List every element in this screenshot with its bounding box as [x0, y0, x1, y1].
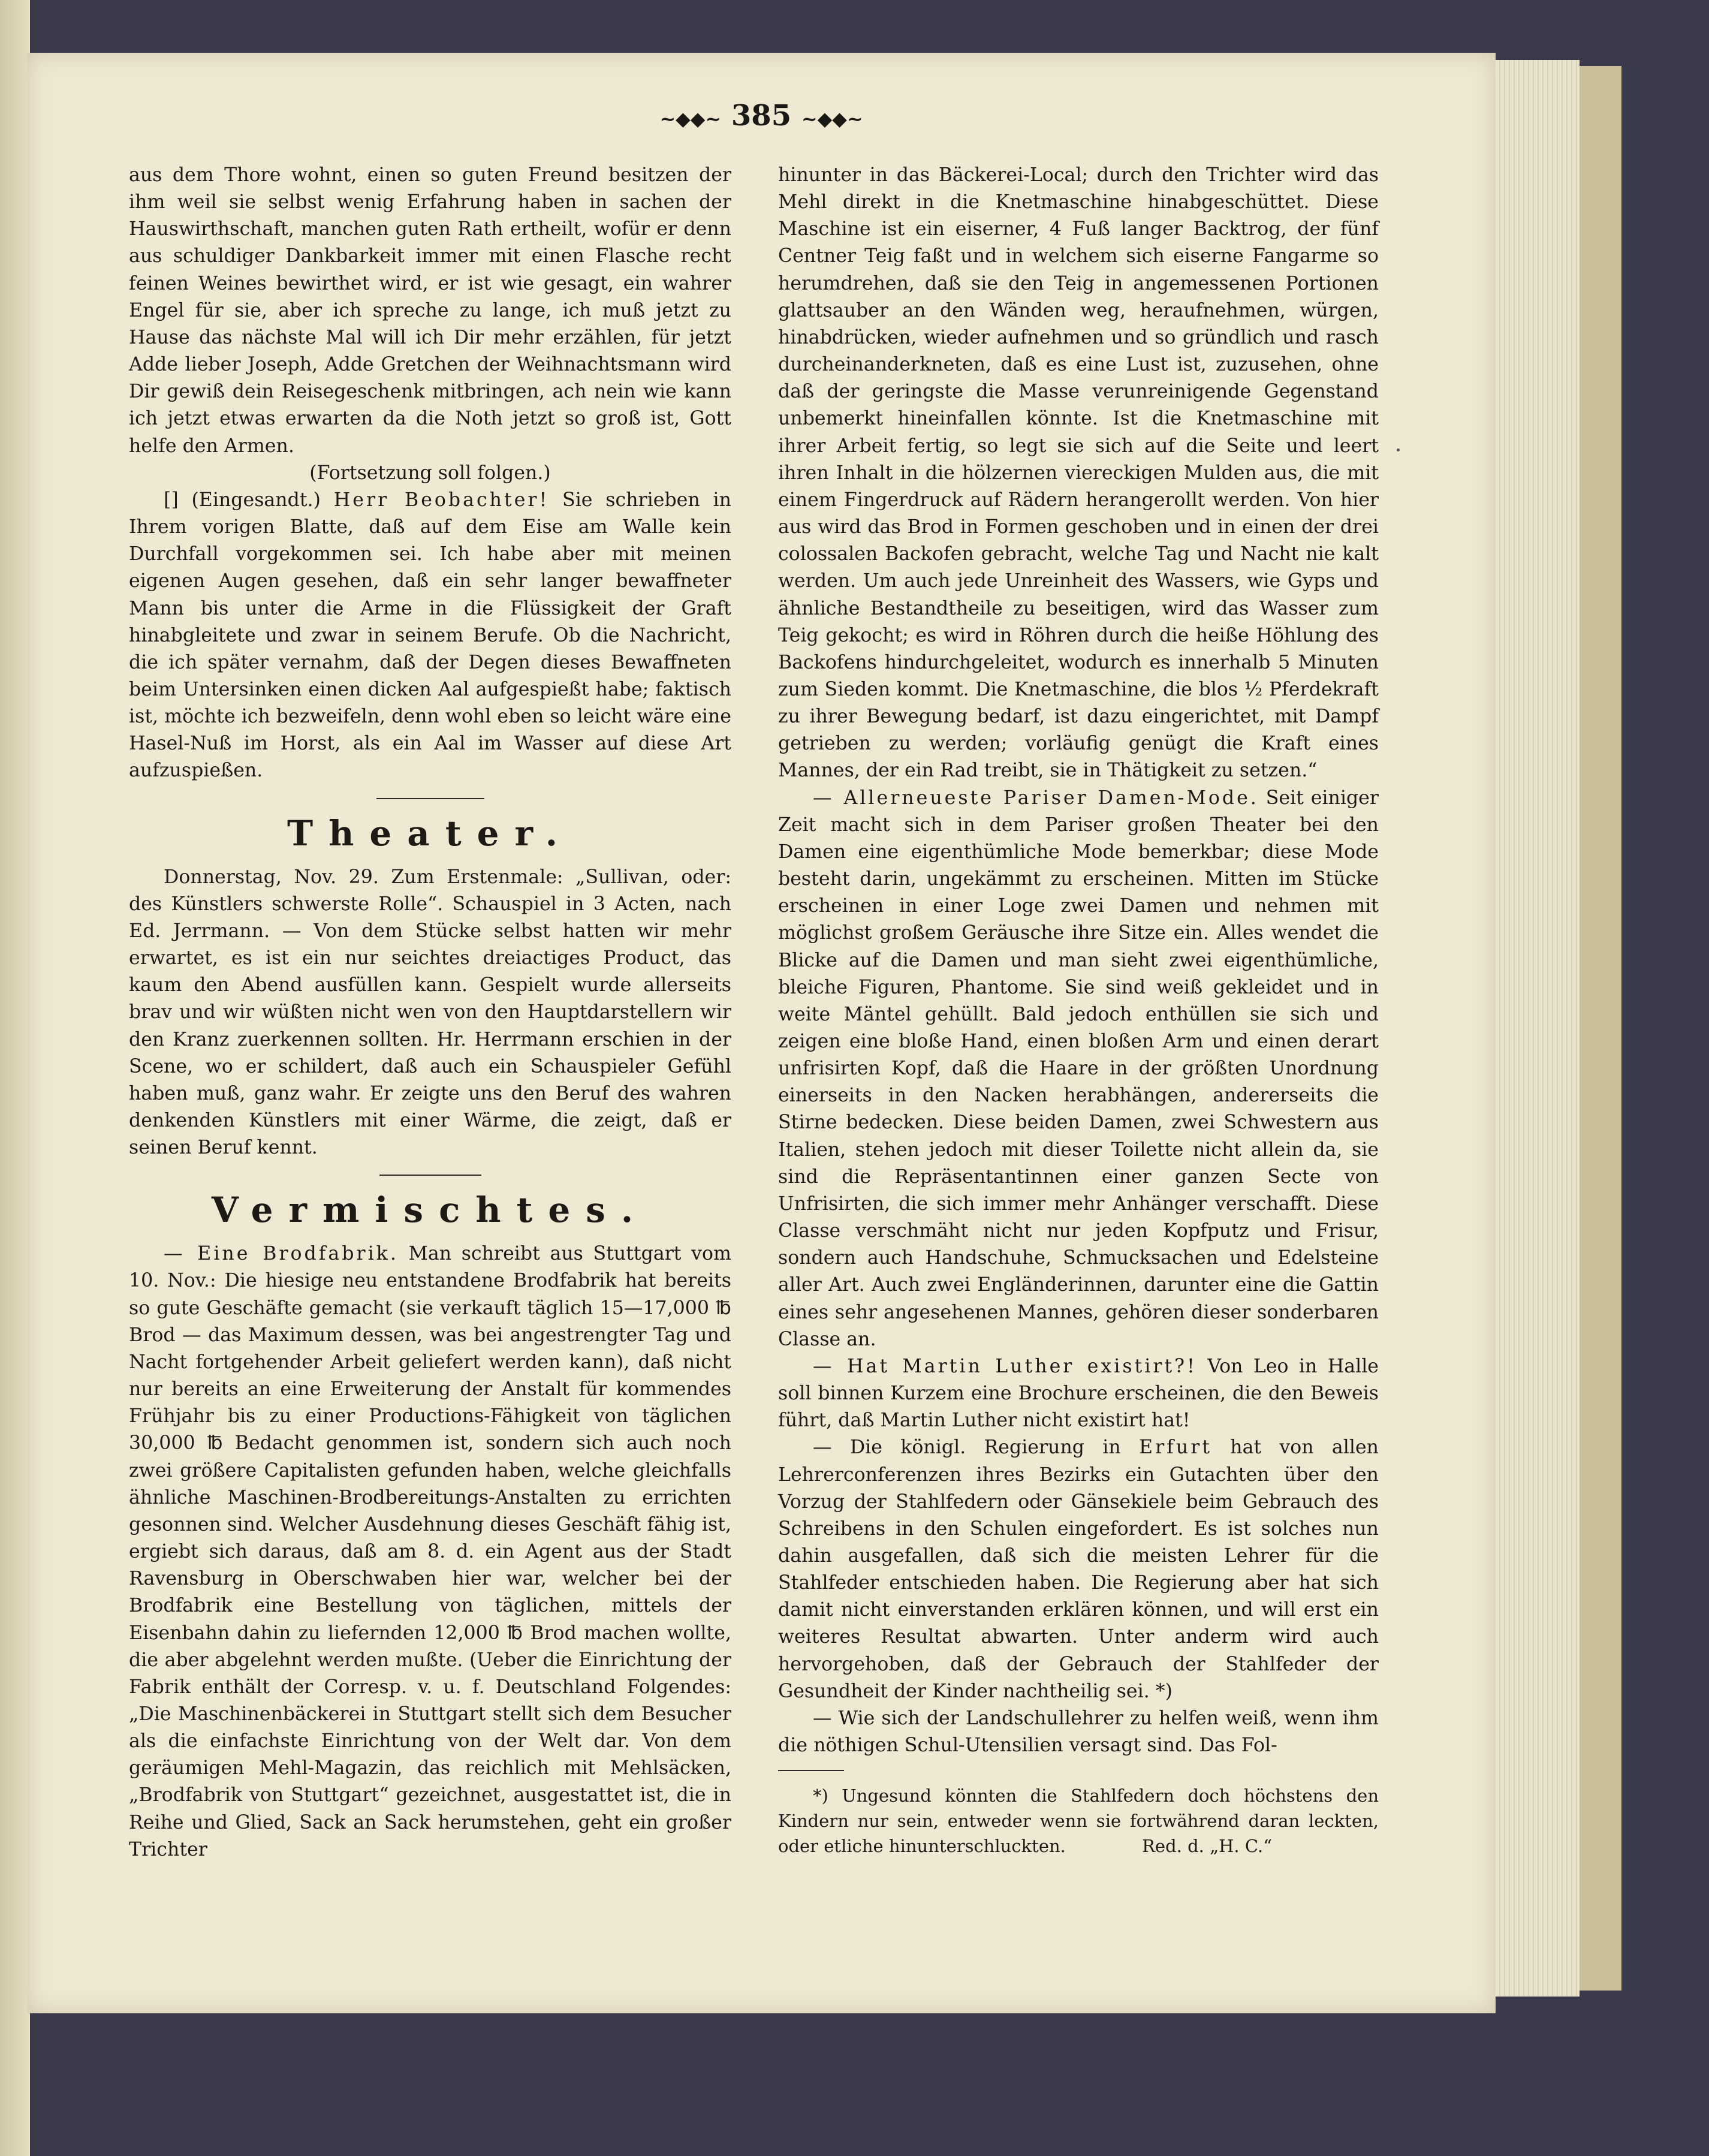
luther-text: Von Leo in Halle soll binnen Kurzem eine Brochure erscheinen, die den Beweis führt, daß Martin Luther nicht existirt hat!: [778, 1355, 1379, 1432]
erfurt-name: Erfurt: [1139, 1437, 1213, 1459]
brodfabrik-continuation: hinunter in das Bäckerei-Local; durch den Trichter wird das Mehl direkt in die Knetmaschine hinabgeschüttet. Diese Maschine ist ein eiserner, 4 Fuß langer Backtrog, der fünf Centner Teig faßt und in welchem sich eiserne Fangarme so herumdrehen, daß sie den Teig in angemessenen Portionen glattsauber an den Wänden weg, heraufnehmen, würgen, hinabdrücken, wieder aufnehmen und so gründlich und rasch durcheinanderkneten, daß es eine Lust ist, zuzusehen, ohne daß der geringste die Masse verunreinigende Gegenstand unbemerkt hineinfallen könnte. Ist die Knetmaschine mit ihrer Arbeit fertig, so legt sie sich auf die Seite und leert ihren Inhalt in die hölzernen viereckigen Mulden aus, die mit einem Fingerdruck auf Rädern herangerollt werden. Von hier aus wird das Brod in Formen geschoben und in einen der drei colossalen Backofen gebracht, welche Tag und Nacht nie kalt werden. Um auch jede Unreinheit des Wassers, wie Gyps und ähnliche Bestandtheile zu beseitigen, wird das Wasser zum Teig gekocht; es wird in Röhren durch die heiße Höhlung des Backofens hindurchgeleitet, wodurch es innerhalb 5 Minuten zum Sieden kommt. Die Knetmaschine, die blos ½ Pferdekraft zu ihrer Bewegung bedarf, ist dazu eingerichtet, mit Dampf getrieben zu werden; vorläufig genügt die Kraft eines Mannes, der ein Rad treibt, sie in Thätigkeit zu setzen.“: [778, 164, 1379, 782]
damen-mode-article: [778, 785, 1379, 1353]
page-stack-edges: [1496, 60, 1580, 1997]
erfurt-article: [778, 1434, 1379, 1705]
continuation-note: (Fortsetzung soll folgen.): [309, 462, 551, 484]
footnote-signature: Red. d. „H. C.“: [1142, 1836, 1273, 1857]
damen-mode-title: — Allerneueste Pariser Damen-Mode.: [813, 787, 1259, 809]
theater-heading: Theater.: [287, 812, 573, 854]
damen-mode-text: Seit einiger Zeit macht sich in dem Pariser großen Theater bei den Damen eine eigenthümliche Mode bemerkbar; diese Mode besteht darin, ungekämmt zu erscheinen. Mitten im Stücke erscheinen in einer Loge zwei Damen und nehmen mit möglichst großem Geräusche ihre Sitze ein. Alles wendet die Blicke auf die Damen und man sieht zwei eigenthümliche, bleiche Figuren, Phantome. Sie sind weiß gekleidet und in weite Mäntel gehüllt. Bald jedoch enthüllen sie sich und zeigen eine bloße Hand, einen bloßen Arm und einen derart unfrisirten Kopf, daß die Haare in der größten Unordnung einerseits in den Nacken herabhängen, andererseits die Stirne bedecken. Diese beiden Damen, zwei Schwestern aus Italien, stehen jedoch mit dieser Toilette nicht allein da, sie sind die Repräsentantinnen einer ganzen Secte von Unfrisirten, die sich immer mehr Anhänger verschafft. Diese Classe verschmäht nicht nur jeden Kopfputz und Frisur, sondern auch Handschuhe, Schmucksachen und Edelsteine aller Art. Auch zwei Engländerinnen, darunter eine die Gattin eines sehr angesehenen Mannes, gehören dieser sonderbaren Classe an.: [778, 787, 1379, 1350]
page-number-header: [623, 99, 899, 133]
brodfabrik-text: Man schreibt aus Stuttgart vom 10. Nov.: Die hiesige neu entstandene Brodfabrik hat bereits so gute Geschäfte gemacht (sie verkauft täglich 15—17,000 ℔ Brod — das Maximum dessen, was bei angestrengter Tag und Nacht fortgehender Arbeit geliefert werden kann), daß nicht nur bereits an eine Erweiterung der Anstalt für kommendes Frühjahr bis zu einer Productions-Fähigkeit von täglichen 30,000 ℔ Bedacht genommen ist, sondern sich auch noch zwei größere Capitalisten gefunden haben, welche gleichfalls ähnliche Maschinen-Brodbereitungs-Anstalten zu errichten gesonnen sind. Welcher Ausdehnung dieses Geschäft fähig ist, ergiebt sich daraus, daß am 8. d. ein Agent aus der Stadt Ravensburg in Oberschwaben hier war, welcher bei der Brodfabrik eine Bestellung von täglichen, mittels der Eisenbahn dahin zu liefernden 12,000 ℔ Brod machen wollte, die aber abgelehnt werden mußte. (Ueber die Einrichtung der Fabrik enthält der Corresp. v. u. f. Deutschland Folgendes: „Die Maschinenbäckerei in Stuttgart stellt sich dem Besucher als die einfachste Einrichtung von der Welt dar. Von dem geräumigen Mehl-Magazin, das reichlich mit Mehlsäcken, „Brodfabrik von Stuttgart“ gezeichnet, ausgestattet ist, die in Reihe und Glied, Sack an Sack herumstehen, geht ein großer Trichter: [129, 1243, 731, 1860]
eingesandt-paragraph: [129, 487, 731, 785]
pencil-mark: [1397, 448, 1400, 451]
letter-paragraph: aus dem Thore wohnt, einen so guten Freund besitzen der ihm weil sie selbst wenig Erfahrung haben in sachen der Hauswirthschaft, manchen guten Rath ertheilt, wofür er denn aus schuldiger Dankbarkeit immer mit einen Flasche recht feinen Weines bewirthet wird, er ist wie gesagt, ein wahrer Engel für sie, aber ich spreche zu lange, ich muß jetzt zu Hause das nächste Mal will ich Dir mehr erzählen, für jetzt Adde lieber Joseph, Adde Gretchen der Weihnachtsmann wird Dir gewiß dein Reisegeschenk mitbringen, ach nein wie kann ich jetzt etwas erwarten da die Noth jetzt so groß ist, Gott helfe den Armen.: [129, 164, 731, 457]
luther-article: [778, 1353, 1379, 1434]
luther-title: — Hat Martin Luther existirt?!: [813, 1355, 1197, 1377]
facing-page-edge: [0, 0, 30, 2156]
footnote-rule: [778, 1770, 844, 1771]
vermischtes-heading: Vermischtes.: [211, 1190, 649, 1231]
theater-review: Donnerstag, Nov. 29. Zum Erstenmale: „Sullivan, oder: des Künstlers schwerste Rolle“. Schauspiel in 3 Acten, nach Ed. Jerrmann. — Von dem Stücke selbst hatten wir mehr erwartet, es ist ein nur seichtes dreiactiges Product, das kaum den Abend ausfüllen kann. Gespielt wurde allerseits brav und wir wüßten nicht wen von den Hauptdarstellern wir den Kranz zuerkennen sollten. Hr. Herrmann erschien in der Scene, wo er schildert, daß auch ein Schauspieler Gefühl haben muß, ganz wahr. Er zeigte uns den Beruf des wahren denkenden Künstlers mit einer Wärme, die zeigt, daß er seinen Beruf kennt.: [129, 866, 731, 1159]
section-divider: [376, 798, 484, 799]
section-divider: [379, 1175, 481, 1176]
book-cover-edge: [1580, 66, 1621, 1991]
eingesandt-label: [] (Eingesandt.): [164, 489, 321, 511]
erfurt-text: hat von allen Lehrerconferenzen ihres Bezirks ein Gutachten über den Vorzug der Stahlfedern oder Gänsekiele beim Gebrauch des Schreibens in den Schulen eingefordert. Es ist solches nun dahin ausgefallen, daß sich die meisten Lehrer für die Stahlfeder entschieden haben. Die Regierung aber hat sich damit nicht einverstanden erklären können, und will erst ein weiteres Resultat abwarten. Unter anderm wird auch hervorgehoben, daß der Gebrauch der Stahlfeder der Gesundheit der Kinder nachtheilig sei. *): [778, 1437, 1379, 1702]
brodfabrik-article: [129, 1240, 731, 1863]
eingesandt-text: Sie schrieben in Ihrem vorigen Blatte, daß auf dem Eise am Walle kein Durchfall vorgekommen sei. Ich habe aber mit meinen eigenen Augen gesehen, daß ein sehr langer bewaffneter Mann bis unter die Arme in die Flüssigkeit der Graft hinabgleitete und zwar in seinem Berufe. Ob die Nachricht, die ich später vernahm, daß der Degen dieses Bewaffneten beim Untersinken einen dicken Aal aufgespießt habe; faktisch ist, möchte ich bezweifeln, denn wohl eben so leicht wäre eine Hasel-Nuß im Horst, als ein Aal im Wasser auf diese Art aufzuspießen.: [129, 489, 731, 782]
brodfabrik-title: — Eine Brodfabrik.: [164, 1243, 399, 1265]
addressee: Herr Beobachter!: [333, 489, 550, 511]
left-column: [129, 162, 731, 1863]
footnote: [778, 1783, 1379, 1859]
footnote-text: *) Ungesund könnten die Stahlfedern doch höchstens den Kindern nur sein, entweder wenn sie fortwährend daran leckten, oder etliche hinunterschluckten.: [778, 1785, 1379, 1857]
landschullehrer-article: — Wie sich der Landschullehrer zu helfen weiß, wenn ihm die nöthigen Schul-Utensilien versagt sind. Das Fol-: [778, 1707, 1379, 1757]
right-column: [778, 162, 1379, 1859]
erfurt-prefix: — Die königl. Regierung in: [813, 1437, 1121, 1459]
page-number: 385: [731, 99, 792, 133]
ornament-left-icon: ~◆◆~: [659, 107, 722, 130]
ornament-right-icon: ~◆◆~: [801, 107, 863, 130]
